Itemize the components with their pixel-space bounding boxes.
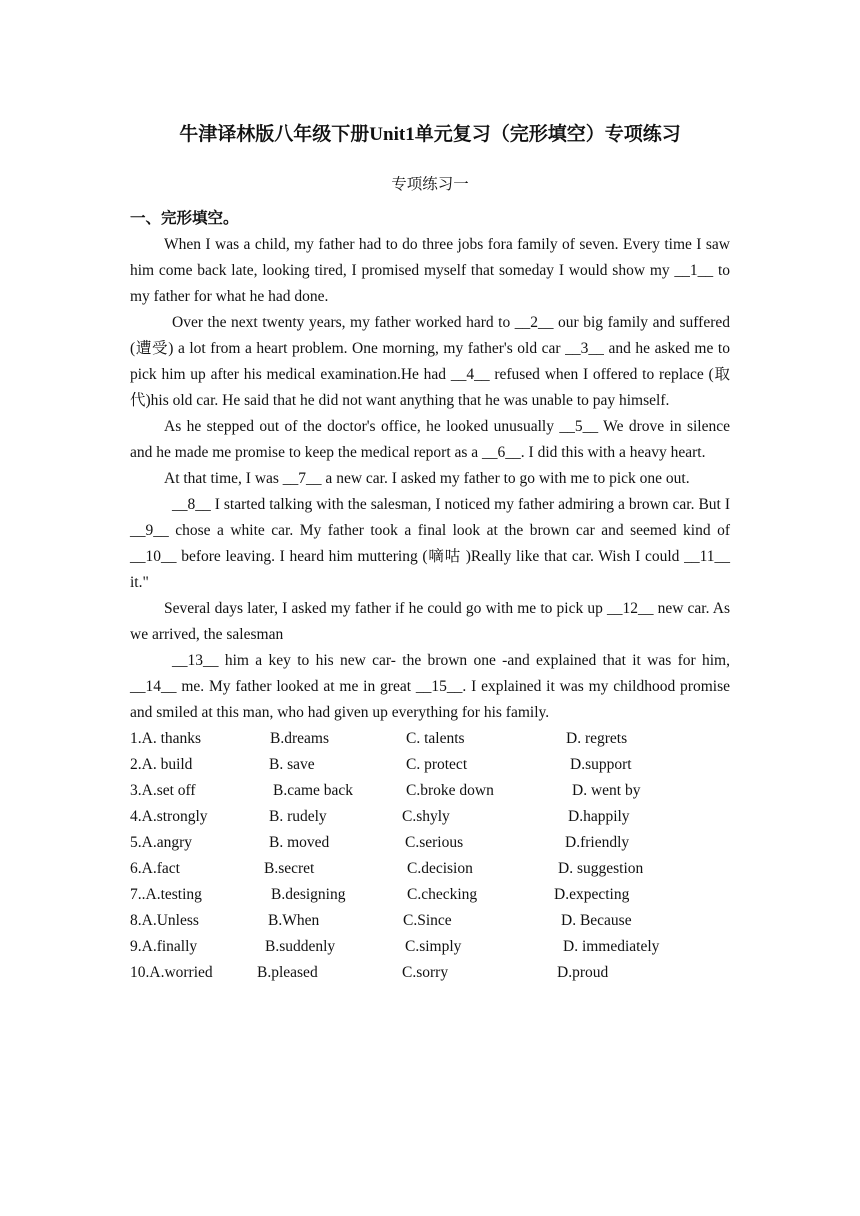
option-a: 7..A.testing (130, 886, 202, 903)
option-c: C.checking (407, 886, 478, 903)
passage-paragraph-5: __8__ I started talking with the salesman, I noticed my father admiring a brown car. But I __9__ chose a white car. My father took a final look at the brown car and seemed kind of __10__ before leaving. I heard him muttering (嘀咕 )Really like that car. Wish I could __11__ it." (130, 496, 730, 591)
option-d: D. suggestion (558, 860, 644, 877)
exercise-subtitle: 专项练习一 (391, 176, 469, 193)
question-row (130, 778, 730, 804)
option-c: C.broke down (406, 782, 494, 799)
option-b: B.When (268, 912, 320, 929)
option-b: B.pleased (257, 964, 318, 981)
option-a: 8.A.Unless (130, 912, 199, 929)
option-c: C.sorry (402, 964, 449, 981)
passage-paragraph-2: Over the next twenty years, my father worked hard to __2__ our big family and suffered (遭受) a lot from a heart problem. One morning, my father's old car __3__ and he asked me to pick him up after his medical examination.He had __4__ refused when I offered to replace (取代)his old car. He said that he did not want anything that he was unable to pay himself. (130, 314, 730, 409)
option-b: B. save (269, 756, 315, 773)
question-row (130, 856, 730, 882)
document-title: 牛津译林版八年级下册Unit1单元复习（完形填空）专项练习 (179, 124, 681, 145)
option-c: C.serious (405, 834, 464, 851)
option-d: D.proud (557, 964, 609, 981)
option-a: 2.A. build (130, 756, 193, 773)
option-d: D. immediately (563, 938, 660, 955)
option-c: C.shyly (402, 808, 450, 825)
option-b: B.suddenly (265, 938, 336, 955)
option-b: B.secret (264, 860, 315, 877)
option-b: B. moved (269, 834, 330, 851)
option-a: 4.A.strongly (130, 808, 208, 825)
question-row (130, 752, 730, 778)
passage-paragraph-6: Several days later, I asked my father if he could go with me to pick up __12__ new car. As we arrived, the salesman (130, 600, 730, 643)
option-c: C.simply (405, 938, 462, 955)
option-d: D.happily (568, 808, 630, 825)
option-b: B.designing (271, 886, 346, 903)
option-c: C. protect (406, 756, 468, 773)
question-row (130, 934, 730, 960)
question-row (130, 726, 730, 752)
passage-paragraph-3: As he stepped out of the doctor's office, he looked unusually __5__ We drove in silence and he made me promise to keep the medical report as a __6__. I did this with a heavy heart. (130, 418, 730, 461)
option-a: 6.A.fact (130, 860, 180, 877)
option-c: C.Since (403, 912, 452, 929)
option-c: C.decision (407, 860, 473, 877)
option-d: D. went by (572, 782, 641, 799)
option-a: 5.A.angry (130, 834, 192, 851)
option-d: D.support (570, 756, 632, 773)
question-row (130, 960, 730, 986)
option-a: 1.A. thanks (130, 730, 202, 747)
question-row (130, 908, 730, 934)
option-b: B.came back (273, 782, 354, 799)
option-d: D. Because (561, 912, 632, 929)
question-row (130, 804, 730, 830)
option-b: B.dreams (270, 730, 329, 747)
option-d: D.friendly (565, 834, 630, 851)
passage-paragraph-1: When I was a child, my father had to do three jobs fora family of seven. Every time I saw him come back late, looking tired, I promised myself that someday I would show my __1__ to my father for what he had done. (130, 236, 730, 305)
question-row (130, 830, 730, 856)
option-d: D. regrets (566, 730, 628, 747)
passage-paragraph-7: __13__ him a key to his new car- the brown one -and explained that it was for him, __14__ me. My father looked at me in great __15__. I explained it was my childhood promise and smiled at this man, who had given up everything for his family. (130, 652, 730, 721)
section-heading: 一、完形填空。 (130, 210, 239, 227)
option-a: 9.A.finally (130, 938, 198, 955)
option-b: B. rudely (269, 808, 327, 825)
question-row (130, 882, 730, 908)
document-page (130, 110, 730, 986)
option-a: 3.A.set off (130, 782, 196, 799)
answer-options (130, 726, 730, 986)
option-a: 10.A.worried (130, 964, 213, 981)
passage-paragraph-4: At that time, I was __7__ a new car. I asked my father to go with me to pick one out. (164, 470, 690, 487)
option-c: C. talents (406, 730, 465, 747)
option-d: D.expecting (554, 886, 630, 903)
